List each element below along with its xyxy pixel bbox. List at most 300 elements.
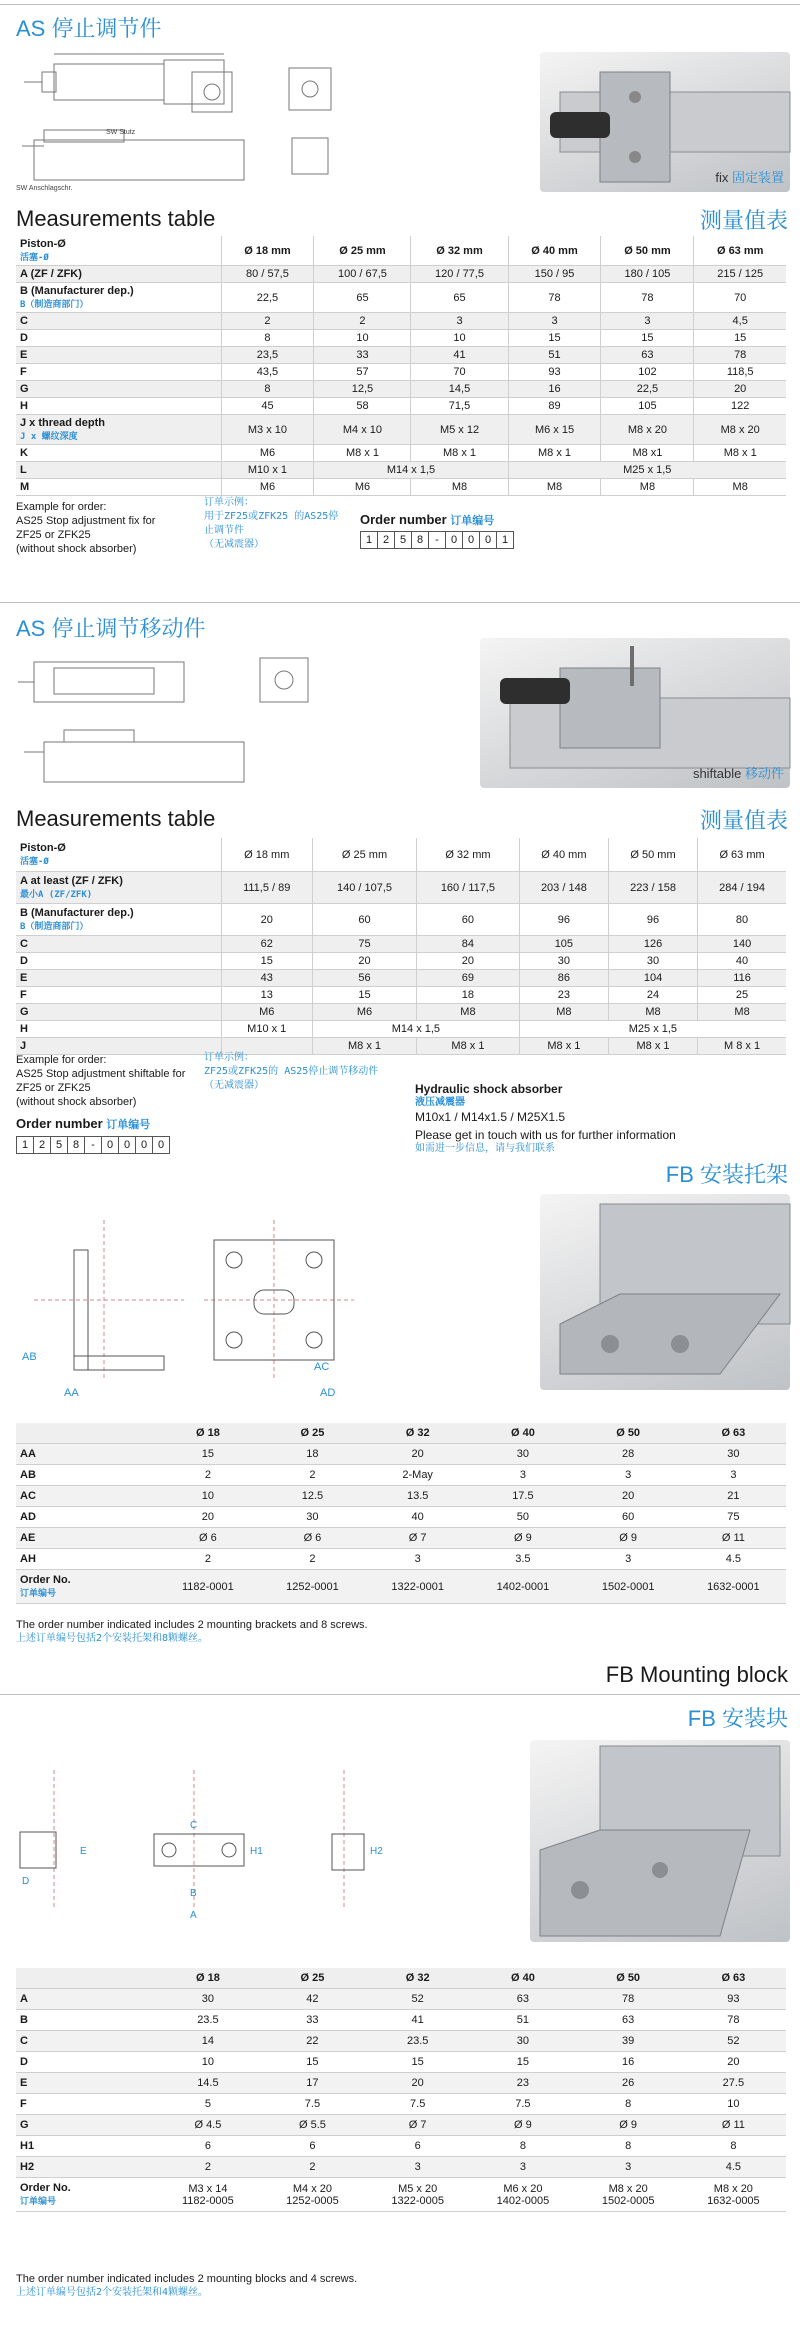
cell: 150 / 95 [508,266,601,283]
table-row [16,2031,786,2052]
cell: 2 [314,313,411,330]
cell: 50 [470,1507,575,1528]
cell: 20 [312,953,416,970]
cell: 30 [156,1989,260,2010]
fb-block-table [16,1968,786,2212]
cell: M8 x 1 [312,1038,416,1055]
cell: 6 [156,2136,260,2157]
row-label: AC [16,1486,156,1507]
row-label: AB [16,1465,156,1486]
row-label: D [16,330,221,347]
cell: Ø 6 [260,1528,365,1549]
cell: M3 x 10 [221,415,314,445]
row-label-cn: B（制造商部门） [20,922,89,932]
cell: 1252-0001 [260,1570,365,1604]
col-header: Ø 40 [470,1968,575,1989]
cell: 14.5 [156,2073,260,2094]
cell: 63 [601,347,694,364]
cell: M8 x 20 1502-0005 [576,2178,681,2212]
order-example-cn: 订单示例： ZF25或ZFK25的 AS25停止调节移动件 （无减震器） [204,1052,379,1091]
cell: 45 [221,398,314,415]
cell: 203 / 148 [519,872,608,904]
fb-block-photo [530,1740,790,1942]
cell: 42 [260,1989,365,2010]
table-row [16,2010,786,2031]
cell: 70 [694,283,786,313]
section2-title: AS 停止调节移动件 [16,616,206,641]
cell: 23,5 [221,347,314,364]
cell: 78 [681,2010,786,2031]
cell: 16 [508,381,601,398]
cell: 24 [608,987,697,1004]
cell: 78 [508,283,601,313]
cell: 43,5 [221,364,314,381]
table-row [16,283,786,313]
table-header [16,838,786,872]
cell: 43 [221,970,312,987]
cell: M6 [314,479,411,496]
row-label: K [16,445,221,462]
cell: M8 x 1 [417,1038,520,1055]
table-row [16,479,786,496]
row-label: F [16,2094,156,2115]
table-row [16,1021,786,1038]
cell: 65 [411,283,508,313]
row-label: A (ZF / ZFK) [16,266,221,283]
cell: M8 [411,479,508,496]
drawing-label: SW Anschlagschr. [16,185,73,192]
cell: 10 [156,2052,260,2073]
col-header: Ø 18 mm [221,838,312,872]
cell: M8 [417,1004,520,1021]
table-row [16,2157,786,2178]
cell: 104 [608,970,697,987]
cell: 80 [698,904,786,936]
table-row [16,1486,786,1507]
cell: 3 [470,2157,575,2178]
section-divider [0,1694,800,1695]
cell: 15 [470,2052,575,2073]
cell: M8 x 1 [694,445,786,462]
row-label: J [16,1038,221,1055]
table-header [16,236,786,266]
cell: 3 [576,1549,681,1570]
table-row [16,1038,786,1055]
row-label: M [16,479,221,496]
cell: 17 [260,2073,365,2094]
row-label: H2 [16,2157,156,2178]
cell: 3 [681,1465,786,1486]
cell: 33 [260,2010,365,2031]
fb-bracket-photo [540,1194,790,1390]
cell: 2-May [365,1465,470,1486]
section1-title: AS 停止调节件 [16,16,162,41]
cell: 30 [519,953,608,970]
cell: Ø 11 [681,2115,786,2136]
table-row [16,2052,786,2073]
row-label: E [16,970,221,987]
drawing-label: AB [22,1351,37,1363]
row-label: G [16,2115,156,2136]
row-label: C [16,936,221,953]
col-header: Ø 32 mm [411,236,508,266]
cell: 27.5 [681,2073,786,2094]
cell: M3 x 14 1182-0005 [156,2178,260,2212]
col-header: Ø 63 mm [698,838,786,872]
cell: 1402-0001 [470,1570,575,1604]
cell: 20 [417,953,520,970]
col-header: Ø 50 [576,1968,681,1989]
col-header: Ø 63 mm [694,236,786,266]
cell: 20 [576,1486,681,1507]
table-row [16,2115,786,2136]
cell: 10 [314,330,411,347]
as-fix-sideview [284,58,344,198]
as-fix-photo [540,52,790,192]
row-label: C [16,313,221,330]
cell: 57 [314,364,411,381]
cell: 23 [519,987,608,1004]
cell: 4,5 [694,313,786,330]
row-label: C [16,2031,156,2052]
cell: 4.5 [681,1549,786,1570]
col-header: Ø 25 mm [314,236,411,266]
order-number-digits: 1 2 5 8 - 0 0 0 1 [360,531,513,549]
cell: 30 [608,953,697,970]
table-row [16,347,786,364]
cell: 122 [694,398,786,415]
cell: 75 [681,1507,786,1528]
cell: 23.5 [156,2010,260,2031]
col-header: Ø 18 [156,1968,260,1989]
drawing-label: E [80,1846,87,1857]
cell: 63 [470,1989,575,2010]
row-label-cn: 订单编号 [20,1589,57,1599]
cell: Ø 6 [156,1528,260,1549]
cell: 17.5 [470,1486,575,1507]
cell: M8 [519,1004,608,1021]
drawing-label: C [190,1820,198,1831]
cell: 215 / 125 [694,266,786,283]
fb-block-drawing [14,1750,383,1930]
cell: 1502-0001 [576,1570,681,1604]
table-row [16,266,786,283]
row-label: D [16,2052,156,2073]
cell: 15 [260,2052,365,2073]
fb-bracket-drawing [14,1210,374,1400]
row-label: AH [16,1549,156,1570]
table-row [16,1465,786,1486]
cell: 180 / 105 [601,266,694,283]
drawing-label: H1 [250,1846,263,1857]
cell: 70 [411,364,508,381]
col-header: Ø 25 [260,1423,365,1444]
cell: M10 x 1 [221,462,314,479]
row-label-cn: B（制造商部门） [20,300,89,310]
cell: 71,5 [411,398,508,415]
col-header: Ø 50 [576,1423,681,1444]
col-header: Ø 40 [470,1423,575,1444]
row-label: E [16,2073,156,2094]
col-header: Ø 40 mm [519,838,608,872]
cell: Ø 5.5 [260,2115,365,2136]
table-row [16,970,786,987]
table-row [16,2094,786,2115]
cell: 7.5 [260,2094,365,2115]
table-row [16,2136,786,2157]
cell: 3 [470,1465,575,1486]
cell: M25 x 1,5 [508,462,786,479]
order-number-digits: 1 2 5 8 - 0 0 0 0 [16,1136,169,1154]
section4-title: FB 安装块 [687,1706,788,1731]
table-row [16,872,786,904]
cell: Ø 4.5 [156,2115,260,2136]
table-row [16,462,786,479]
drawing-label: D [22,1876,30,1887]
row-label: F [16,987,221,1004]
drawing-label: AD [320,1387,336,1399]
cell: 15 [508,330,601,347]
col-header: Ø 63 [681,1968,786,1989]
cell: M8 x 20 [601,415,694,445]
piston-label: Piston-Ø [20,842,66,854]
cell: 80 / 57,5 [221,266,314,283]
measurements-title-cn: 测量值表 [699,809,788,834]
cell: M6 [221,445,314,462]
col-header: Ø 40 mm [508,236,601,266]
order-number-label: Order number 订单编号 [360,512,495,527]
cell: 25 [698,987,786,1004]
col-header: Ø 32 [365,1423,470,1444]
cell: 75 [312,936,416,953]
measurements-table-2 [16,838,786,1055]
cell: M8 x 20 [694,415,786,445]
cell: 223 / 158 [608,872,697,904]
table-row [16,987,786,1004]
row-label: F [16,364,221,381]
drawing-label: A [190,1910,197,1921]
cell: 1182-0001 [156,1570,260,1604]
row-label: AA [16,1444,156,1465]
row-label: E [16,347,221,364]
cell: 3 [576,2157,681,2178]
cell: 65 [314,283,411,313]
cell: 126 [608,936,697,953]
section3-title: FB 安装托架 [665,1162,788,1187]
cell: 3 [411,313,508,330]
row-label: A [16,1989,156,2010]
cell: 78 [576,1989,681,2010]
cell: 52 [365,1989,470,2010]
cell: 15 [601,330,694,347]
cell: 7.5 [470,2094,575,2115]
cell: 30 [260,1507,365,1528]
cell: 12.5 [260,1486,365,1507]
row-label: G [16,381,221,398]
cell: M25 x 1,5 [519,1021,786,1038]
cell: 26 [576,2073,681,2094]
cell: 93 [508,364,601,381]
cell: 58 [314,398,411,415]
table-row [16,904,786,936]
cell: 105 [601,398,694,415]
photo-caption: fix [715,170,729,185]
fb-block-note: The order number indicated includes 2 mounting blocks and 4 screws. 上述订单编号包括2个安装托架和4颗螺丝。 [16,2273,358,2298]
cell: 22 [260,2031,365,2052]
row-label: D [16,953,221,970]
cell: 8 [576,2094,681,2115]
col-header: Ø 63 [681,1423,786,1444]
cell: Ø 7 [365,1528,470,1549]
fb-mounting-block-heading: FB Mounting block [605,1662,788,1687]
cell: 3 [601,313,694,330]
cell: 60 [417,904,520,936]
table-row [16,381,786,398]
cell: 30 [470,1444,575,1465]
measurements-table-1 [16,236,786,496]
row-label: Order No. [20,2182,71,2194]
cell: 284 / 194 [698,872,786,904]
cell: M8 x 1 [508,445,601,462]
cell: 30 [681,1444,786,1465]
cell: M14 x 1,5 [312,1021,519,1038]
table-row [16,1989,786,2010]
cell: 3 [508,313,601,330]
cell: 15 [312,987,416,1004]
cell: 2 [260,1465,365,1486]
row-label: G [16,1004,221,1021]
cell: 8 [470,2136,575,2157]
piston-label-cn: 活塞-Ø [20,253,49,263]
cell: 51 [508,347,601,364]
cell: 28 [576,1444,681,1465]
cell: 13.5 [365,1486,470,1507]
top-divider [0,4,800,5]
col-header: Ø 25 mm [312,838,416,872]
cell: 160 / 117,5 [417,872,520,904]
cell: 140 / 107,5 [312,872,416,904]
row-label: Order No. [20,1574,71,1586]
cell: M4 x 20 1252-0005 [260,2178,365,2212]
table-row [16,313,786,330]
row-label: J x thread depth [20,417,105,429]
cell: 3 [365,1549,470,1570]
table-header [16,1423,786,1444]
row-label: H1 [16,2136,156,2157]
row-label: H [16,1021,221,1038]
cell: 7.5 [365,2094,470,2115]
table-row [16,1004,786,1021]
cell: M8 x 1 [608,1038,697,1055]
table-header [16,1968,786,1989]
cell: 2 [156,2157,260,2178]
drawing-label: AC [314,1361,330,1373]
cell: M5 x 20 1322-0005 [365,2178,470,2212]
cell: 52 [681,2031,786,2052]
table-row [16,445,786,462]
as-shift-photo [480,638,790,788]
table-row [16,1570,786,1604]
col-header: Ø 32 [365,1968,470,1989]
cell: 62 [221,936,312,953]
cell: 86 [519,970,608,987]
photo-caption-cn: 移动件 [744,767,784,782]
cell: 18 [417,987,520,1004]
cell: 8 [681,2136,786,2157]
cell: M8 x1 [601,445,694,462]
measurements-title: Measurements table [16,806,216,831]
order-number-label: Order number 订单编号 [16,1116,151,1131]
cell: 1632-0001 [681,1570,786,1604]
cell: Ø 9 [576,2115,681,2136]
cell: 23 [470,2073,575,2094]
table-row [16,1528,786,1549]
cell: M6 [221,1004,312,1021]
cell: 89 [508,398,601,415]
table-row [16,953,786,970]
cell: 8 [221,330,314,347]
cell: 20 [365,2073,470,2094]
cell: 15 [221,953,312,970]
cell: 111,5 / 89 [221,872,312,904]
cell: 1322-0001 [365,1570,470,1604]
measurements-title: Measurements table [16,206,216,231]
table-row [16,1507,786,1528]
cell: 4.5 [681,2157,786,2178]
cell: 10 [681,2094,786,2115]
col-header: Ø 50 mm [601,236,694,266]
col-header: Ø 32 mm [417,838,520,872]
order-example-cn: 订单示例： 用于ZF25或ZFK25 的AS25停 止调节件 （无减震器） [204,497,339,550]
col-header: Ø 25 [260,1968,365,1989]
cell: M14 x 1,5 [314,462,508,479]
cell: M6 [312,1004,416,1021]
row-label: AE [16,1528,156,1549]
cell: 41 [411,347,508,364]
cell: 15 [694,330,786,347]
cell: 15 [156,1444,260,1465]
cell: M6 x 15 [508,415,601,445]
cell: 60 [312,904,416,936]
cell: M8 [508,479,601,496]
shock-absorber-info: Hydraulic shock absorber 液压减震器 M10x1 / M14x1.5 / M25X1.5 Please get in touch with us for further information 如需进一步信息，请与我们联系 [415,1082,676,1154]
cell: 18 [260,1444,365,1465]
cell: 118,5 [694,364,786,381]
cell: 20 [156,1507,260,1528]
cell: 30 [470,2031,575,2052]
cell: 120 / 77,5 [411,266,508,283]
cell: Ø 7 [365,2115,470,2136]
cell: 2 [156,1549,260,1570]
cell: 140 [698,936,786,953]
cell: 6 [260,2136,365,2157]
cell: M8 x 20 1632-0005 [681,2178,786,2212]
piston-label-cn: 活塞-Ø [20,857,49,867]
row-label: AD [16,1507,156,1528]
cell: 16 [576,2052,681,2073]
cell: M5 x 12 [411,415,508,445]
cell: 20 [681,2052,786,2073]
cell: M 8 x 1 [698,1038,786,1055]
cell: 6 [365,2136,470,2157]
cell: 40 [698,953,786,970]
drawing-label: AA [64,1387,79,1399]
cell: 60 [576,1507,681,1528]
cell: 116 [698,970,786,987]
order-example-en: Example for order: AS25 Stop adjustment shiftable for ZF25 or ZFK25 (without shock absorber) [16,1054,186,1108]
cell: 78 [601,283,694,313]
cell: 2 [156,1465,260,1486]
